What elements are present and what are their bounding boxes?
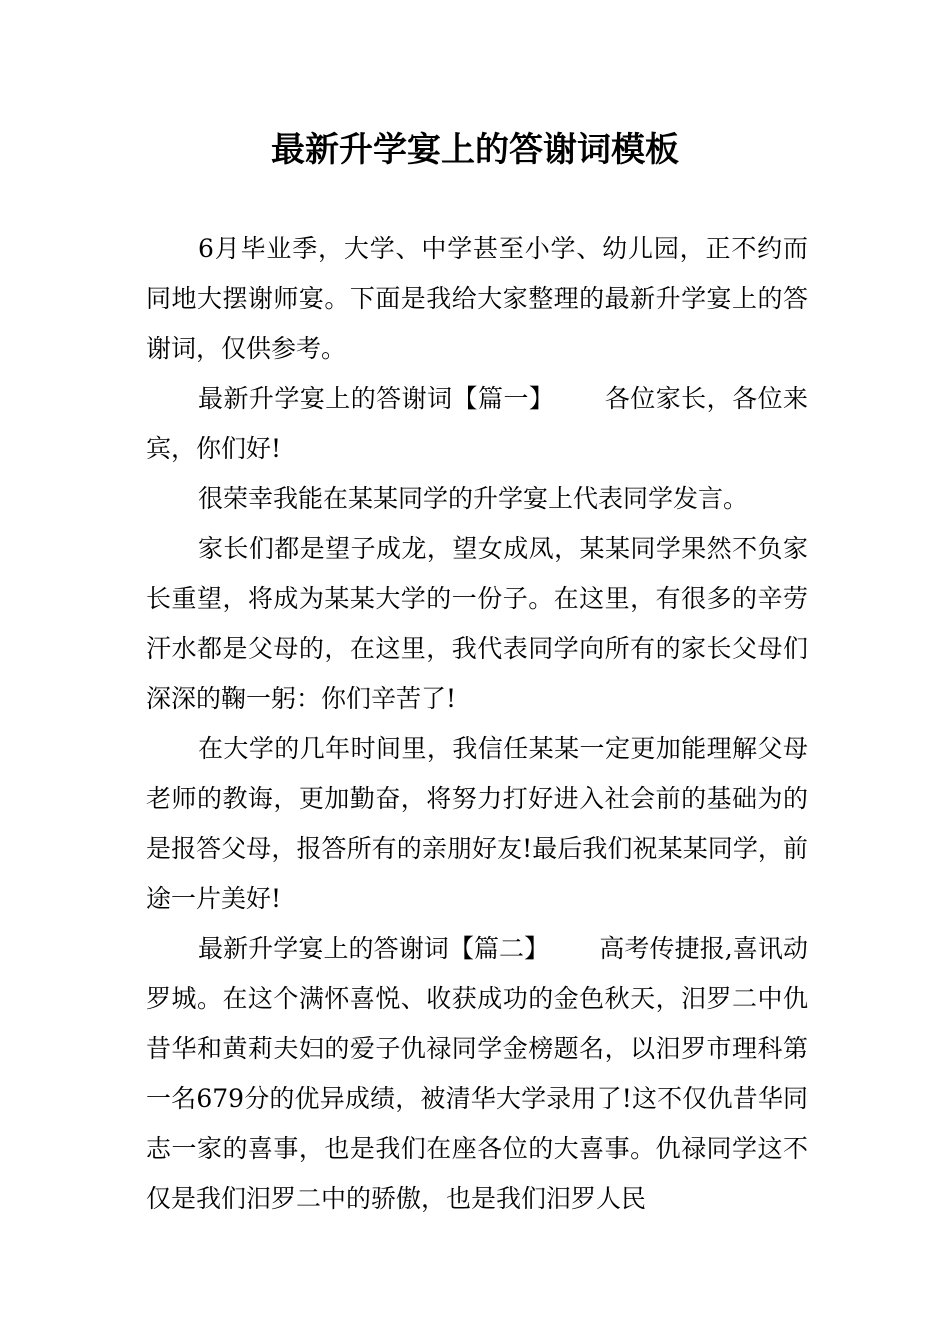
- paragraph-parents: 家长们都是望子成龙，望女成凤，某某同学果然不负家长重望，将成为某某大学的一份子。在这里，有很多的辛劳汗水都是父母的，在这里，我代表同学向所有的家长父母们深深的鞠一躬：你们辛苦了!: [146, 534, 808, 713]
- section-two-text: 高考传捷报,喜讯动罗城。在这个满怀喜悦、收获成功的金色秋天，汨罗二中仇昔华和黄莉夫妇的爱子仇禄同学金榜题名，以汨罗市理科第一名679分的优异成绩，被清华大学录用了!这不仅仇昔华同志一家的喜事，也是我们在座各位的大喜事。仇禄同学这不仅是我们汨罗二中的骄傲，也是我们汨罗人民: [146, 934, 808, 1213]
- document-body: [146, 224, 808, 1224]
- paragraph-honor: 很荣幸我能在某某同学的升学宴上代表同学发言。: [198, 484, 749, 513]
- section-one-heading: 最新升学宴上的答谢词【篇一】: [198, 384, 555, 413]
- paragraph-section-two: [146, 924, 808, 1224]
- section-two-heading: 最新升学宴上的答谢词【篇二】: [198, 934, 550, 963]
- paragraph-wishes: 在大学的几年时间里，我信任某某一定更加能理解父母老师的教诲，更加勤奋，将努力打好进入社会前的基础为的是报答父母，报答所有的亲朋好友!最后我们祝某某同学，前途一片美好!: [146, 734, 808, 913]
- paragraph-section-one: [146, 374, 808, 474]
- paragraph-intro: 6月毕业季，大学、中学甚至小学、幼儿园，正不约而同地大摆谢师宴。下面是我给大家整理的最新升学宴上的答谢词，仅供参考。: [146, 234, 808, 363]
- document-title: 最新升学宴上的答谢词模板: [271, 130, 679, 170]
- section-one-greeting: 各位家长，各位来宾，你们好!: [146, 384, 808, 463]
